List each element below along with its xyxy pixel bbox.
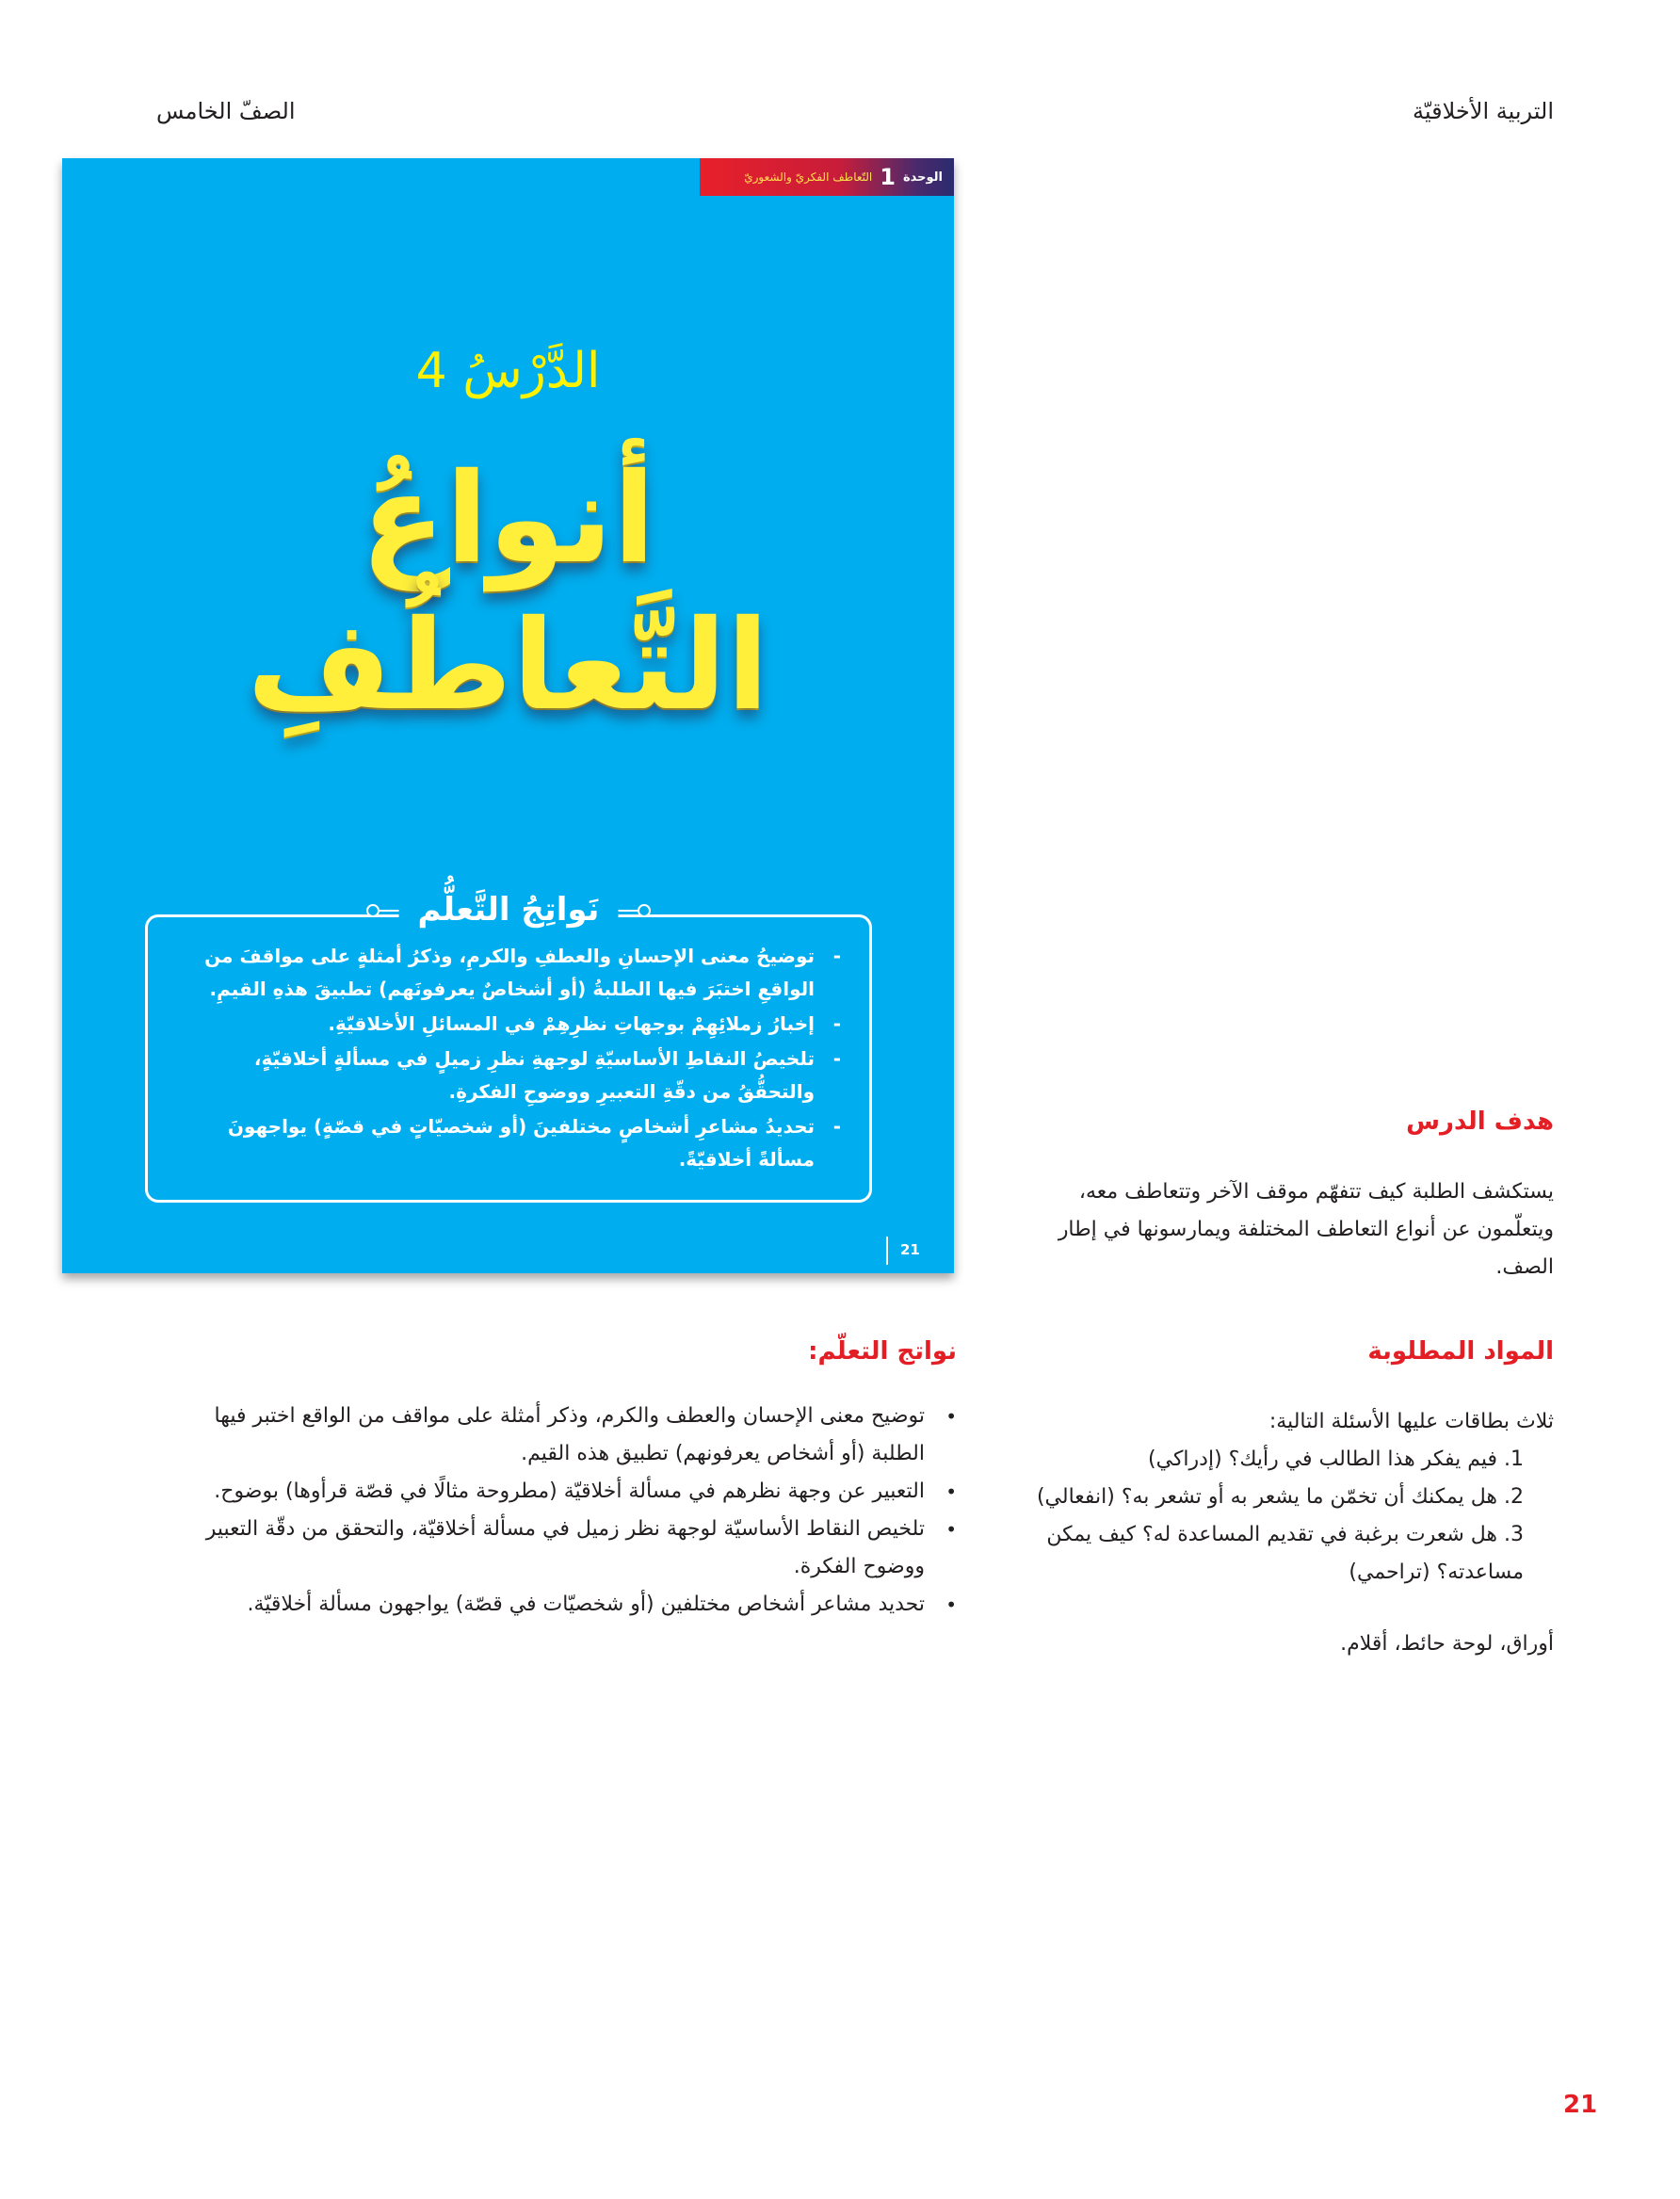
- unit-banner: [700, 158, 954, 196]
- materials-intro: ثلاث بطاقات عليها الأسئلة التالية:: [1268, 1410, 1554, 1433]
- materials-questions: [1026, 1441, 1554, 1592]
- list-item: • تلخيص النقاط الأساسيّة لوجهة نظر زميل في مسألة أخلاقيّة، والتحقق من دقّة التعبير ووضوح الفكرة.: [156, 1511, 957, 1586]
- lesson-goal-title: هدف الدرس: [1406, 1108, 1554, 1136]
- lesson-label: الدَّرْسُ 4: [415, 343, 601, 399]
- list-item: 3. هل شعرت برغبة في تقديم المساعدة له؟ كيف يمكن مساعدته؟ (تراحمي): [1046, 1523, 1524, 1584]
- materials-title: المواد المطلوبة: [1367, 1337, 1554, 1366]
- learning-outcomes-list: [156, 1398, 957, 1624]
- materials-supplies: أوراق، لوحة حائط، أقلام.: [1340, 1632, 1554, 1656]
- divider: [886, 1237, 888, 1265]
- list-item: 1. فيم يفكر هذا الطالب في رأيك؟ (إدراكي): [1148, 1447, 1524, 1471]
- learning-outcomes-section: [156, 1337, 957, 1624]
- cover-outcomes-list: [148, 917, 869, 1176]
- unit-number: 1: [880, 164, 896, 190]
- unit-name: التّعاطف الفكريّ والشعوريّ: [744, 170, 873, 184]
- divider-dot-icon: [638, 904, 651, 917]
- page-number: 21: [1563, 2091, 1598, 2119]
- list-item: - تحديدُ مشاعرِ أشخاصٍ مختلفينَ (أو شخصيّاتٍ في قصّةٍ) يواجهونَ مسألةً أخلاقيّةً.: [186, 1110, 841, 1176]
- lesson-title-line1: أنواعُ: [361, 446, 655, 591]
- cover-outcomes-box: [145, 891, 872, 1203]
- cover-outcomes-heading: نَواتِجُ التَّعلُّم: [399, 891, 619, 929]
- divider-dot-icon: [366, 904, 380, 917]
- lesson-goal-text: يستكشف الطلبة كيف تتفهّم موقف الآخر وتتعاطف معه، ويتعلّمون عن أنواع التعاطف المختلفة ويمارسونها في إطار الصف.: [1058, 1180, 1554, 1279]
- header-grade: الصفّ الخامس: [156, 98, 296, 124]
- list-item: • التعبير عن وجهة نظرهم في مسألة أخلاقيّة (مطروحة مثالًا في قصّة قرأوها) بوضوح.: [156, 1473, 957, 1511]
- list-item: 2. هل يمكنك أن تخمّن ما يشعر به أو تشعر به؟ (انفعالي): [1036, 1485, 1524, 1509]
- cover-page-number: 21: [900, 1241, 920, 1258]
- list-item: • توضيح معنى الإحسان والعطف والكرم، وذكر أمثلة على مواقف من الواقع اختبر فيها الطلبة (أو أشخاص يعرفونهم) تطبيق هذه القيم.: [156, 1398, 957, 1473]
- list-item: - تلخيصُ النقاطِ الأساسيّةِ لوجهةِ نظرِ زميلٍ في مسألةٍ أخلاقيّةٍ، والتحقُّقُ من دقّةِ التعبيرِ ووضوحِ الفكرةِ.: [186, 1043, 841, 1108]
- lesson-title-line2: التَّعاطُفِ: [247, 592, 769, 738]
- lesson-goal-section: [1026, 1108, 1554, 1286]
- learning-outcomes-title: نواتج التعلّم:: [808, 1337, 957, 1366]
- header-subject: التربية الأخلاقيّة: [1413, 98, 1554, 124]
- materials-section: [1026, 1337, 1554, 1663]
- lesson-title: [62, 446, 954, 740]
- lesson-cover-panel: [62, 158, 954, 1273]
- list-item: - إخبارُ زملائِهِمْ بوجهاتِ نظرِهِمْ في المسائلِ الأخلاقيّةِ.: [186, 1008, 841, 1041]
- unit-word: الوحدة: [902, 170, 943, 185]
- list-item: • تحديد مشاعر أشخاص مختلفين (أو شخصيّات في قصّة) يواجهون مسألة أخلاقيّة.: [156, 1586, 957, 1624]
- list-item: - توضيحُ معنى الإحسانِ والعطفِ والكرمِ، وذكرُ أمثلةٍ على مواقفَ من الواقعِ اختبَرَ فيها الطلبةُ (أو أشخاصٌ يعرفونَهم) تطبيقَ هذهِ القيمِ.: [186, 940, 841, 1006]
